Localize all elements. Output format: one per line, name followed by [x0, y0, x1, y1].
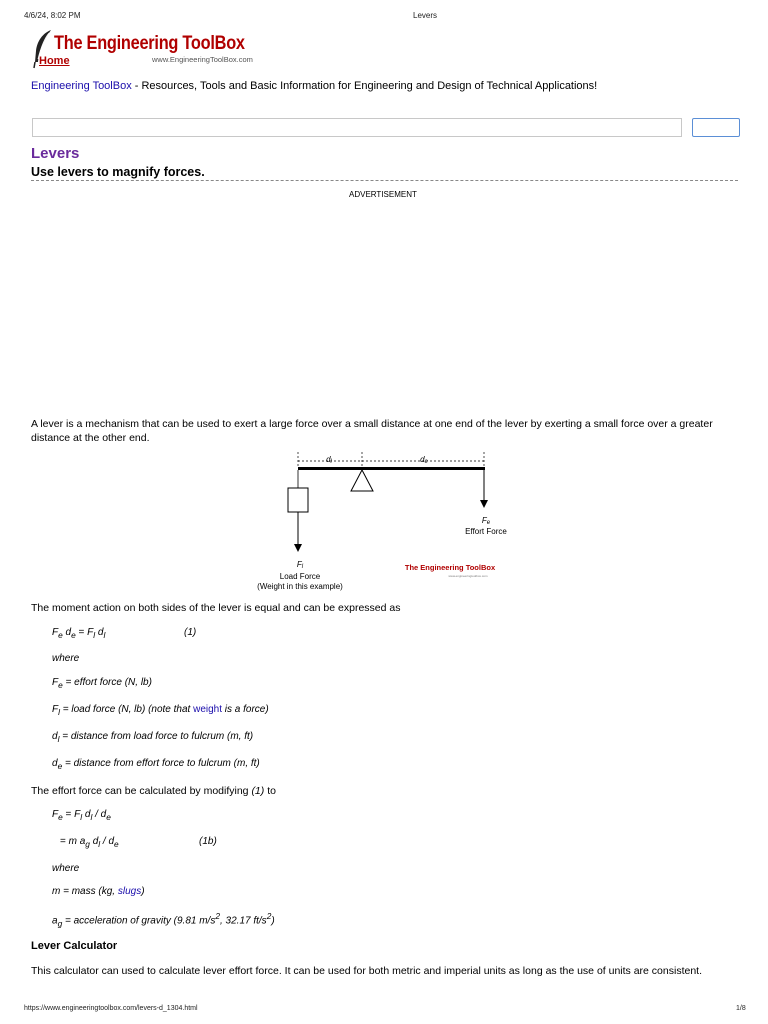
- fe-label: Fe: [481, 516, 491, 526]
- slugs-link[interactable]: slugs: [117, 886, 142, 897]
- equation-1-number: (1): [184, 627, 197, 638]
- engineering-toolbox-link[interactable]: Engineering ToolBox: [31, 80, 132, 92]
- print-footer-page: 1/8: [736, 1005, 746, 1012]
- page-title: Levers: [31, 145, 80, 162]
- title-divider: [31, 180, 738, 181]
- fl-label: Fl: [296, 560, 304, 570]
- de-label: de: [420, 455, 428, 465]
- def-load-distance: $d_l$ = distance from load force to fulcrum (m, ft): [52, 731, 254, 744]
- site-logo[interactable]: [33, 30, 273, 70]
- where-label-2: where: [52, 863, 80, 874]
- tagline-text: - Resources, Tools and Basic Information for Engineering and Design of Technical Applications!: [131, 80, 598, 92]
- load-weight-box: [288, 488, 308, 512]
- search-button[interactable]: [692, 118, 740, 137]
- effort-force-label: Effort Force: [465, 527, 507, 536]
- print-title: Levers: [413, 11, 438, 20]
- def-gravity: $a_g$ = acceleration of gravity (9.81 $m/s^2$, 32.17 $ft/s^2$): [52, 911, 275, 929]
- diagram-watermark: The Engineering ToolBox: [404, 563, 496, 572]
- advertisement-label: ADVERTISEMENT: [349, 190, 417, 199]
- equation-1b-number: (1b): [199, 836, 217, 847]
- intro-paragraph: A lever is a mechanism that can be used to exert a large force over a small distance at one end of the lever by exerting a small force over a greater distance at the other end.: [31, 418, 713, 444]
- def-mass: m = mass (kg, slugs): [52, 886, 145, 897]
- tagline: [31, 80, 751, 92]
- lever-beam: [298, 467, 485, 470]
- calc-paragraph: The effort force can be calculated by modifying (1) to: [31, 785, 276, 797]
- print-datetime: 4/6/24, 8:02 PM: [24, 11, 81, 20]
- lever-diagram: [240, 450, 530, 598]
- moment-paragraph: The moment action on both sides of the lever is equal and can be expressed as: [31, 602, 401, 614]
- def-load-force: $F_l$ = load force (N, lb) (note that weight is a force): [52, 704, 269, 717]
- diagram-watermark-url: www.engineeringtoolbox.com: [448, 574, 488, 578]
- weight-link[interactable]: weight: [193, 704, 222, 715]
- def-effort-force: $F_e$ = effort force (N, lb): [52, 677, 152, 690]
- logo-site-url: www.EngineeringToolBox.com: [152, 55, 253, 64]
- calculator-heading: Lever Calculator: [31, 940, 118, 952]
- page-subtitle: Use levers to magnify forces.: [31, 165, 205, 179]
- print-footer-url: https://www.engineeringtoolbox.com/levers-d_1304.html: [24, 1005, 198, 1012]
- def-effort-distance: $d_e$ = distance from effort force to fulcrum (m, ft): [52, 758, 260, 771]
- where-label-1: where: [52, 653, 80, 664]
- load-force-label: Load Force: [279, 572, 321, 581]
- logo-title: The Engineering ToolBox: [54, 33, 245, 54]
- equation-1b-line-2: = m $a_g$ $d_l / d_e$: [60, 836, 119, 849]
- home-link[interactable]: Home: [39, 55, 70, 67]
- calculator-description: This calculator can used to calculate lever effort force. It can be used for both metric and imperial units as long as the use of units are consistent.: [31, 965, 702, 977]
- fulcrum-triangle: [351, 470, 373, 491]
- search-input[interactable]: [32, 118, 682, 137]
- effort-force-arrowhead: [480, 500, 488, 508]
- equation-1b-line-1: $F_e = F_l$ $d_l / d_e$: [52, 809, 111, 822]
- dl-label: dl: [326, 455, 332, 465]
- load-note-label: (Weight in this example): [257, 582, 343, 591]
- load-force-arrowhead: [294, 544, 302, 552]
- equation-1: $F_e$ $d_e = F_l$ $d_l$: [52, 627, 106, 640]
